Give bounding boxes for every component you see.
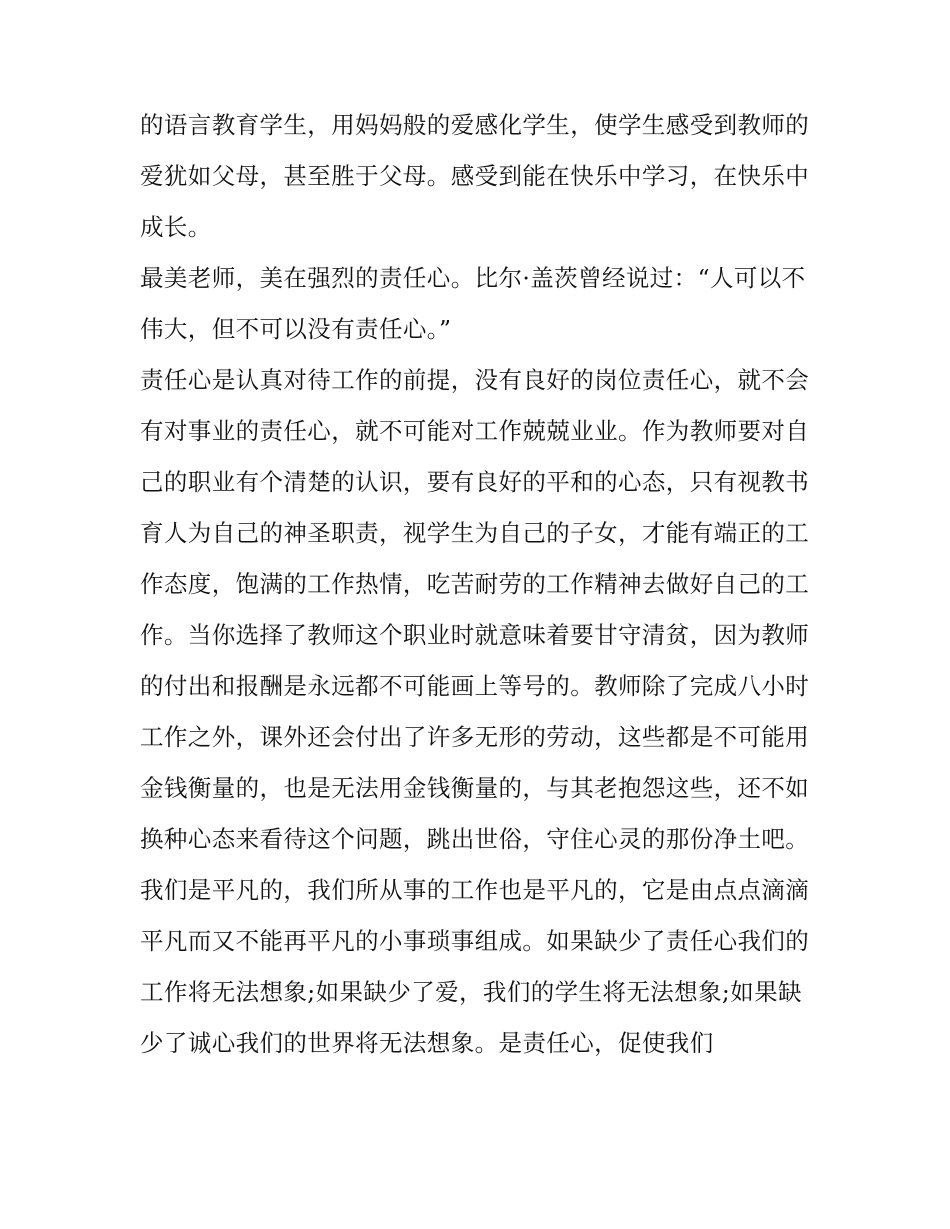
paragraph-2: 最美老师，美在强烈的责任心。比尔·盖茨曾经说过：“人可以不伟大，但不可以没有责任心。” xyxy=(140,264,806,343)
paragraph-1: 的语言教育学生，用妈妈般的爱感化学生，使学生感受到教师的爱犹如父母，甚至胜于父母。感受到能在快乐中学习，在快乐中成长。 xyxy=(140,111,810,241)
paragraph-4: 我们是平凡的，我们所从事的工作也是平凡的，它是由点点滴滴平凡而又不能再平凡的小事琐事组成。如果缺少了责任心我们的工作将无法想象;如果缺少了爱，我们的学生将无法想象;如果缺少了诚心我们的世界将无法想象。是责任心，促使我们 xyxy=(140,876,810,1057)
document-body xyxy=(140,100,815,1069)
paragraph-3: 责任心是认真对待工作的前提，没有良好的岗位责任心，就不会有对事业的责任心，就不可能对工作兢兢业业。作为教师要对自己的职业有个清楚的认识，要有良好的平和的心态，只有视教书育人为自己的神圣职责，视学生为自己的子女，才能有端正的工作态度，饱满的工作热情，吃苦耐劳的工作精神去做好自己的工作。当你选择了教师这个职业时就意味着要甘守清贫，因为教师的付出和报酬是永远都不可能画上等号的。教师除了完成八小时工作之外，课外还会付出了许多无形的劳动，这些都是不可能用金钱衡量的，也是无法用金钱衡量的，与其老抱怨这些，还不如换种心态来看待这个问题，跳出世俗，守住心灵的那份净土吧。 xyxy=(140,366,810,853)
